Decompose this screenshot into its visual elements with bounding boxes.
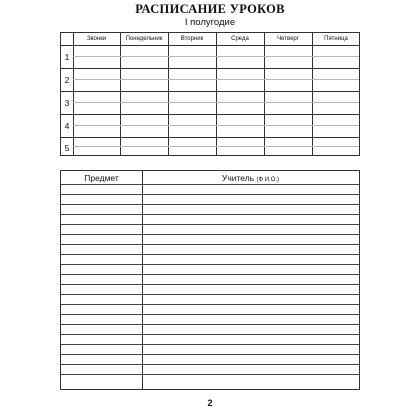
row-subdivider [73, 56, 359, 57]
table-row-line [61, 244, 359, 245]
row-divider [61, 114, 359, 115]
row-subdivider [73, 146, 359, 147]
subject-header: Предмет [84, 173, 119, 183]
lesson-number-4: 4 [64, 121, 70, 131]
table-row-line [61, 374, 359, 375]
table-row-line [61, 304, 359, 305]
column-header-wednesday: Среда [231, 36, 249, 42]
teacher-header-label: Учитель [221, 173, 255, 183]
table-row-line [61, 264, 359, 265]
table-row-line [61, 224, 359, 225]
schedule-table [60, 32, 360, 156]
lesson-number-2: 2 [64, 75, 70, 85]
table-row-line [61, 344, 359, 345]
table-row-line [61, 254, 359, 255]
lesson-number-5: 5 [64, 143, 70, 153]
row-divider [61, 91, 359, 92]
table-row-line [61, 284, 359, 285]
table-row-line [61, 314, 359, 315]
table-row-line [61, 184, 359, 185]
table-row-line [61, 274, 359, 275]
row-subdivider [73, 79, 359, 80]
semester-label: I полугодие [184, 17, 236, 28]
teacher-header [142, 173, 359, 183]
table-row-line [61, 194, 359, 195]
table-row-line [61, 324, 359, 325]
table-row-line [61, 204, 359, 205]
row-subdivider [73, 125, 359, 126]
column-header-bells: Звонки [86, 36, 107, 42]
table-row-line [61, 364, 359, 365]
teacher-header-note: (Ф.И.О.) [256, 177, 280, 183]
column-header-thursday: Четверг [277, 36, 299, 42]
column-header-tuesday: Вторник [180, 36, 204, 42]
row-divider [61, 45, 359, 46]
row-subdivider [73, 102, 359, 103]
column-header-friday: Пятница [324, 36, 348, 42]
table-row-line [61, 334, 359, 335]
page-number: 2 [207, 398, 213, 408]
row-divider [61, 68, 359, 69]
table-row-line [61, 234, 359, 235]
table-row-line [61, 354, 359, 355]
teachers-table [60, 170, 360, 390]
page-title: РАСПИСАНИЕ УРОКОВ [135, 2, 285, 16]
column-header-monday: Понедельник [125, 36, 163, 42]
lesson-number-3: 3 [64, 98, 70, 108]
table-row-line [61, 214, 359, 215]
lesson-number-1: 1 [64, 52, 70, 62]
row-divider [61, 137, 359, 138]
table-row-line [61, 294, 359, 295]
